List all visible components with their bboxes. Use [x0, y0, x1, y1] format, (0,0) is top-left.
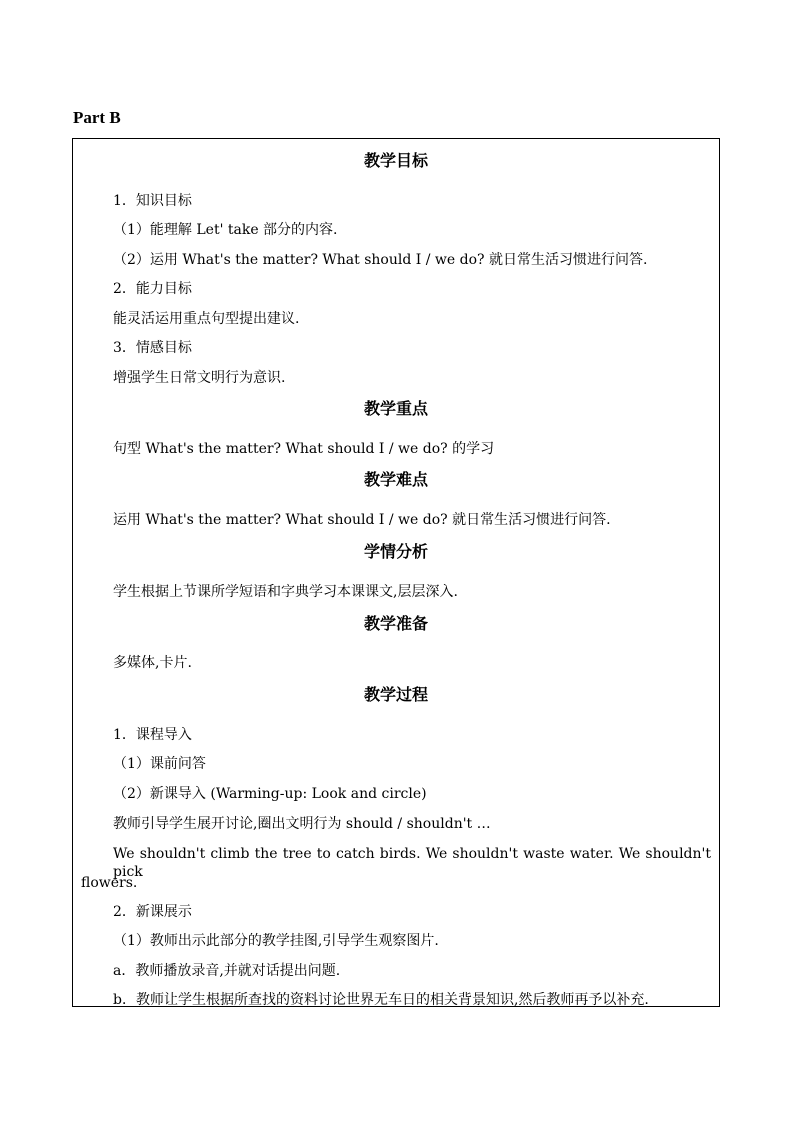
process-step2-item-b: b．教师让学生根据所查找的资料讨论世界无车日的相关背景知识,然后教师再予以补充. — [113, 992, 649, 1008]
heading-analysis: 学情分析 — [363, 542, 428, 561]
process-step1-item-1: （1）课前问答 — [113, 756, 206, 772]
knowledge-goal-item-1: （1）能理解 Let' take 部分的内容. — [113, 222, 338, 238]
process-step1-guide: 教师引导学生展开讨论,圈出文明行为 should / shouldn't … — [113, 816, 491, 832]
part-title: Part B — [73, 108, 121, 127]
process-step1-example-line-2: flowers. — [81, 875, 138, 891]
process-step2-title: 2．新课展示 — [113, 904, 192, 920]
heading-preparation: 教学准备 — [363, 614, 428, 633]
process-step1-title: 1．课程导入 — [113, 727, 192, 743]
heading-difficulties: 教学难点 — [363, 470, 428, 489]
heading-key-points: 教学重点 — [363, 399, 428, 418]
emotion-goal-text: 增强学生日常文明行为意识. — [113, 370, 286, 386]
analysis-text: 学生根据上节课所学短语和字典学习本课课文,层层深入. — [113, 584, 458, 600]
process-step1-item-2: （2）新课导入 (Warming-up: Look and circle) — [113, 786, 427, 802]
process-step2-item-1: （1）教师出示此部分的教学挂图,引导学生观察图片. — [113, 933, 439, 949]
process-step1-example-line-1: We shouldn't climb the tree to catch birds. We shouldn't waste water. We shouldn't pick — [113, 846, 711, 880]
emotion-goal-title: 3．情感目标 — [113, 340, 192, 356]
preparation-text: 多媒体,卡片. — [113, 655, 192, 671]
knowledge-goal-title: 1．知识目标 — [113, 193, 192, 209]
knowledge-goal-item-2: （2）运用 What's the matter? What should I / we do? 就日常生活习惯进行问答. — [113, 252, 648, 268]
difficulties-text: 运用 What's the matter? What should I / we do? 就日常生活习惯进行问答. — [113, 512, 611, 528]
process-step2-item-a: a．教师播放录音,并就对话提出问题. — [113, 963, 341, 979]
heading-teaching-goals: 教学目标 — [363, 151, 428, 170]
key-points-text: 句型 What's the matter? What should I / we do? 的学习 — [113, 441, 495, 457]
lesson-plan-table — [72, 138, 720, 1007]
heading-process: 教学过程 — [363, 685, 428, 704]
ability-goal-text: 能灵活运用重点句型提出建议. — [113, 311, 300, 327]
ability-goal-title: 2．能力目标 — [113, 281, 192, 297]
